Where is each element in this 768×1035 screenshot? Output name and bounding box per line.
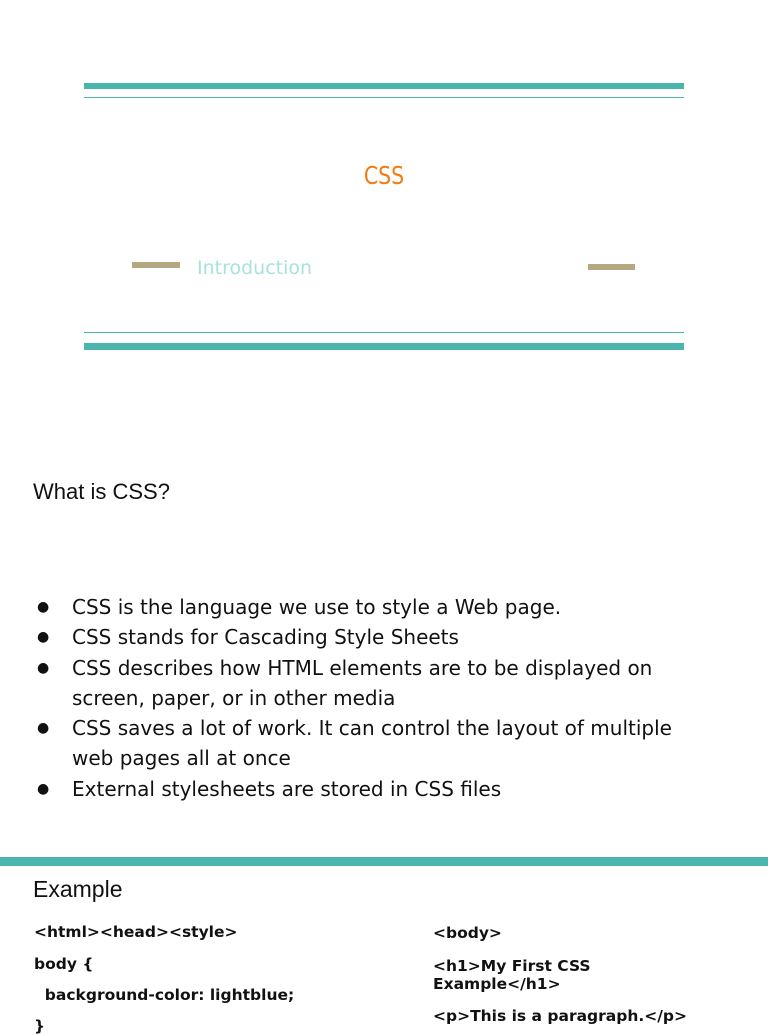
bottom-thin-rule (84, 332, 684, 333)
slide-title: CSS (363, 161, 405, 190)
example-heading: Example (33, 876, 123, 902)
top-thick-rule (84, 83, 684, 89)
right-dash-decoration (588, 264, 635, 270)
code-line: } (34, 1017, 46, 1035)
code-line: <h1>My First CSS Example</h1> (433, 957, 591, 993)
code-line: <p>This is a paragraph.</p> (433, 1007, 688, 1025)
code-line: background-color: lightblue; (34, 986, 295, 1004)
section-divider-band (0, 857, 768, 866)
slide-subtitle: Introduction (197, 257, 313, 279)
left-dash-decoration (132, 262, 180, 268)
bullet-item: ● CSS is the language we use to style a Web page. (37, 592, 737, 622)
bullet-item: ● CSS saves a lot of work. It can control the layout of multiple web pages all at once (37, 713, 682, 774)
what-is-heading: What is CSS? (33, 479, 170, 504)
code-line: <body> (433, 924, 502, 942)
top-thin-rule (84, 97, 684, 98)
bullet-item: ● CSS describes how HTML elements are to be displayed on screen, paper, or in other media (37, 653, 712, 714)
bullet-item: ● External stylesheets are stored in CSS files (37, 774, 737, 804)
code-line: body { (34, 955, 94, 973)
bullet-list (37, 592, 737, 804)
bottom-thick-rule (84, 343, 684, 350)
bullet-item: ● CSS stands for Cascading Style Sheets (37, 622, 737, 652)
code-line: <html><head><style> (34, 923, 238, 941)
